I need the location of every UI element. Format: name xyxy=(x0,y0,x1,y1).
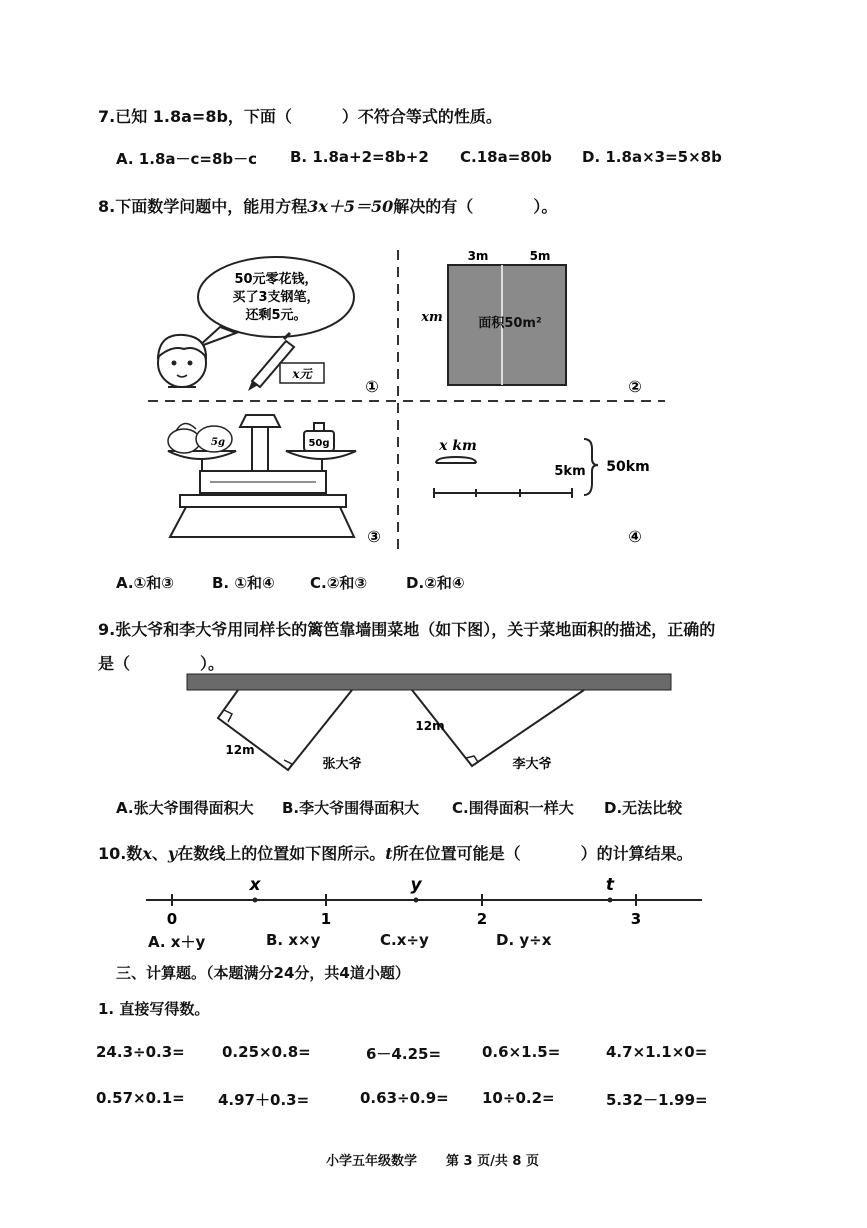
panel-1 xyxy=(158,257,379,396)
price-tag-label: x元 xyxy=(292,367,312,381)
line-label-xkm: x km xyxy=(439,438,477,454)
calc-item[interactable]: 5.32－1.99= xyxy=(606,1091,708,1109)
rect-label-5m: 5m xyxy=(529,249,551,263)
wall xyxy=(187,674,671,690)
q10-var-y: y xyxy=(167,844,178,863)
balance-scale-icon xyxy=(168,415,356,537)
q10-stem-part: 、 xyxy=(151,844,168,863)
footer-page: 第 3 页/共 8 页 xyxy=(446,1154,539,1169)
line-total-50km: 50km xyxy=(606,459,650,475)
q7-stem-part: 7.已知 1.8a=8b，下面（ xyxy=(98,107,292,126)
q7-option-d[interactable]: D. 1.8a×3=5×8b xyxy=(582,148,722,166)
rect-label-xm: xm xyxy=(421,310,443,325)
mark-label-t: t xyxy=(605,875,615,895)
number-line xyxy=(140,870,710,930)
q10-option-a[interactable]: A. x＋y xyxy=(148,933,206,951)
panel-2 xyxy=(420,249,642,396)
tick-label-2: 2 xyxy=(476,910,488,928)
q10-stem xyxy=(98,841,693,864)
panel-label-2: ② xyxy=(628,377,642,396)
calc-item[interactable]: 4.7×1.1×0= xyxy=(606,1043,708,1061)
q7-option-b[interactable]: B. 1.8a+2=8b+2 xyxy=(290,148,429,166)
q9-stem-part: 是（ xyxy=(98,654,131,673)
q10-var-x: x xyxy=(142,844,152,863)
label-12m-zhang: 12m xyxy=(225,743,255,757)
q10-option-c[interactable]: C.x÷y xyxy=(380,931,429,949)
q8-option-c[interactable]: C.②和③ xyxy=(310,574,368,592)
panel-label-1: ① xyxy=(365,377,379,396)
q9-option-d[interactable]: D.无法比较 xyxy=(604,799,683,817)
q9-option-c[interactable]: C.围得面积一样大 xyxy=(452,799,574,817)
boy-icon xyxy=(158,335,206,387)
calc-item[interactable]: 4.97＋0.3= xyxy=(218,1091,310,1109)
calc-item[interactable]: 6－4.25= xyxy=(366,1045,442,1063)
q10-option-d[interactable]: D. y÷x xyxy=(496,931,552,949)
q8-option-b[interactable]: B. ①和④ xyxy=(212,574,275,592)
q8-figure xyxy=(140,245,670,555)
section3-title: 三、计算题。（本题满分24分，共4道小题） xyxy=(116,964,410,982)
panel-4 xyxy=(434,438,650,546)
rect-label-3m: 3m xyxy=(467,249,489,263)
q8-option-d[interactable]: D.②和④ xyxy=(406,574,465,592)
q10-stem-part: 10.数 xyxy=(98,844,143,863)
tick-label-3: 3 xyxy=(630,910,642,928)
bubble-line-2: 买了3支钢笔， xyxy=(232,290,320,305)
q10-stem-part: ）的计算结果。 xyxy=(580,844,693,863)
q9-option-a[interactable]: A.张大爷围得面积大 xyxy=(116,799,254,817)
weight-5g-label: 5g xyxy=(211,437,225,448)
q10-var-t: t xyxy=(385,844,393,863)
label-li: 李大爷 xyxy=(512,757,552,772)
q8-option-a[interactable]: A.①和③ xyxy=(116,574,174,592)
panel-label-4: ④ xyxy=(628,527,642,546)
tick-label-1: 1 xyxy=(320,910,332,928)
mark-label-y: y xyxy=(410,875,422,895)
calc-item[interactable]: 0.57×0.1= xyxy=(96,1089,185,1107)
q8-stem-part: ）。 xyxy=(533,197,558,216)
panel-3 xyxy=(168,415,381,546)
rect-area-label: 面积50m² xyxy=(478,316,542,331)
q10-stem-part: 在数线上的位置如下图所示。 xyxy=(177,844,386,863)
section3-sub1: 1. 直接写得数。 xyxy=(98,1000,210,1018)
q8-equation: 3x＋5＝50 xyxy=(307,197,394,216)
point-t xyxy=(608,898,613,903)
panel-label-3: ③ xyxy=(367,527,381,546)
q8-stem xyxy=(98,194,557,217)
q9-stem-line1: 9.张大爷和李大爷用同样长的篱笆靠墙围菜地（如下图），关于菜地面积的描述，正确的 xyxy=(98,620,716,639)
label-zhang: 张大爷 xyxy=(322,757,362,772)
brace-total xyxy=(584,439,598,495)
calc-item[interactable]: 10÷0.2= xyxy=(482,1089,555,1107)
q8-stem-part: 8.下面数学问题中，能用方程 xyxy=(98,197,308,216)
tick-label-0: 0 xyxy=(166,910,178,928)
q8-stem-part: 解决的有（ xyxy=(393,197,474,216)
bubble-line-3: 还剩5元。 xyxy=(245,308,307,323)
q7-option-a[interactable]: A. 1.8a－c=8b－c xyxy=(116,150,258,168)
right-angle-mark xyxy=(224,710,232,722)
mark-label-x: x xyxy=(249,875,261,895)
calc-item[interactable]: 24.3÷0.3= xyxy=(96,1043,185,1061)
bubble-line-1: 50元零花钱， xyxy=(234,272,318,287)
footer-subject: 小学五年级数学 xyxy=(326,1154,418,1169)
calc-item[interactable]: 0.6×1.5= xyxy=(482,1043,561,1061)
q10-option-b[interactable]: B. x×y xyxy=(266,931,321,949)
weight-50g-label: 50g xyxy=(308,438,330,449)
line-label-5km: 5km xyxy=(554,464,586,479)
q10-stem-part: 所在位置可能是（ xyxy=(392,844,521,863)
calc-item[interactable]: 0.63÷0.9= xyxy=(360,1089,449,1107)
point-x xyxy=(253,898,258,903)
calc-item[interactable]: 0.25×0.8= xyxy=(222,1043,311,1061)
point-y xyxy=(414,898,419,903)
q7-stem xyxy=(98,104,502,127)
q7-option-c[interactable]: C.18a=80b xyxy=(460,148,552,166)
q9-figure xyxy=(180,668,680,778)
q7-stem-part: ）不符合等式的性质。 xyxy=(341,107,502,126)
q9-stem-part: ）。 xyxy=(200,654,225,673)
label-12m-li: 12m xyxy=(415,719,445,733)
q9-option-b[interactable]: B.李大爷围得面积大 xyxy=(282,799,420,817)
